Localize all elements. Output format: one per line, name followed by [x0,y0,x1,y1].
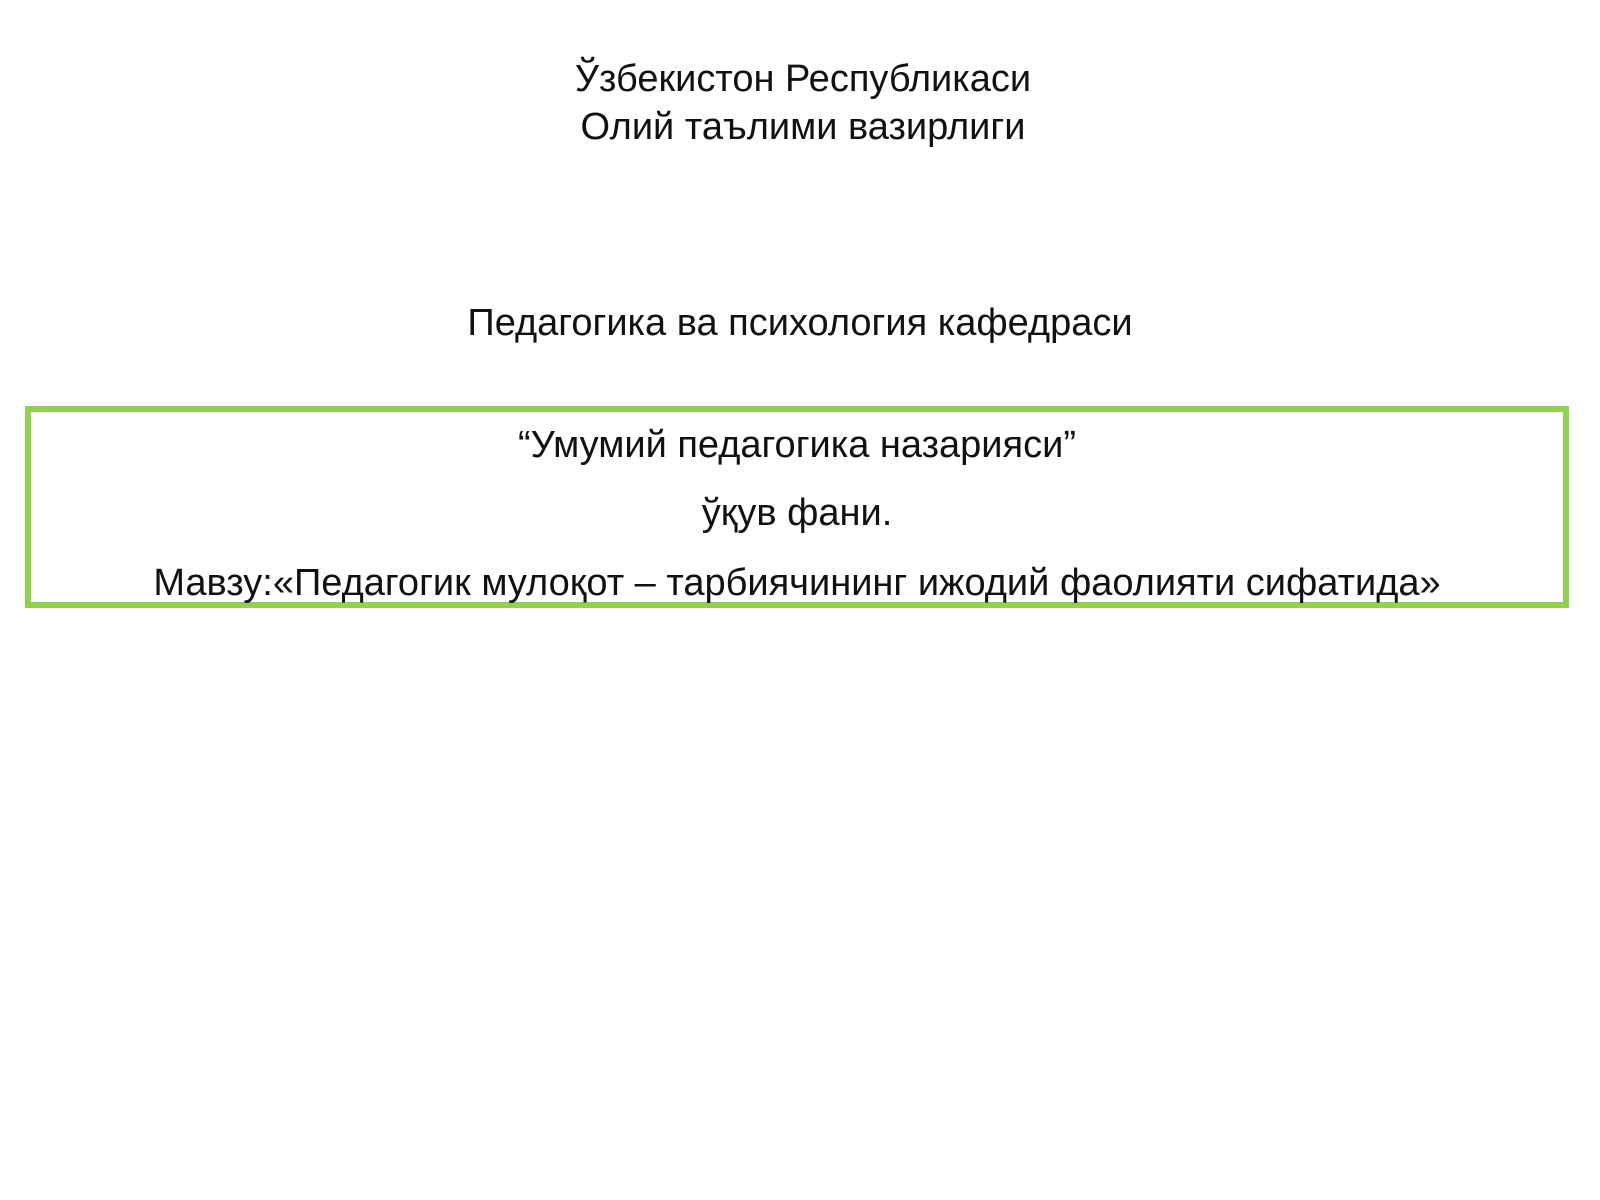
course-title: “Умумий педагогика назарияси” [518,424,1076,466]
lecture-theme: Мавзу:«Педагогик мулоқот – тарбиячининг ижодий фаолияти сифатида» [153,562,1441,604]
course-kind: ўқув фани. [701,492,893,534]
department-name: Педагогика ва психология кафедраси [467,302,1133,344]
topic-box [25,406,1569,608]
ministry-header-line-1: Ўзбекистон Республикаси [574,58,1032,100]
ministry-header-line-2: Олий таълими вазирлиги [580,106,1026,148]
ministry-header [0,55,1600,151]
